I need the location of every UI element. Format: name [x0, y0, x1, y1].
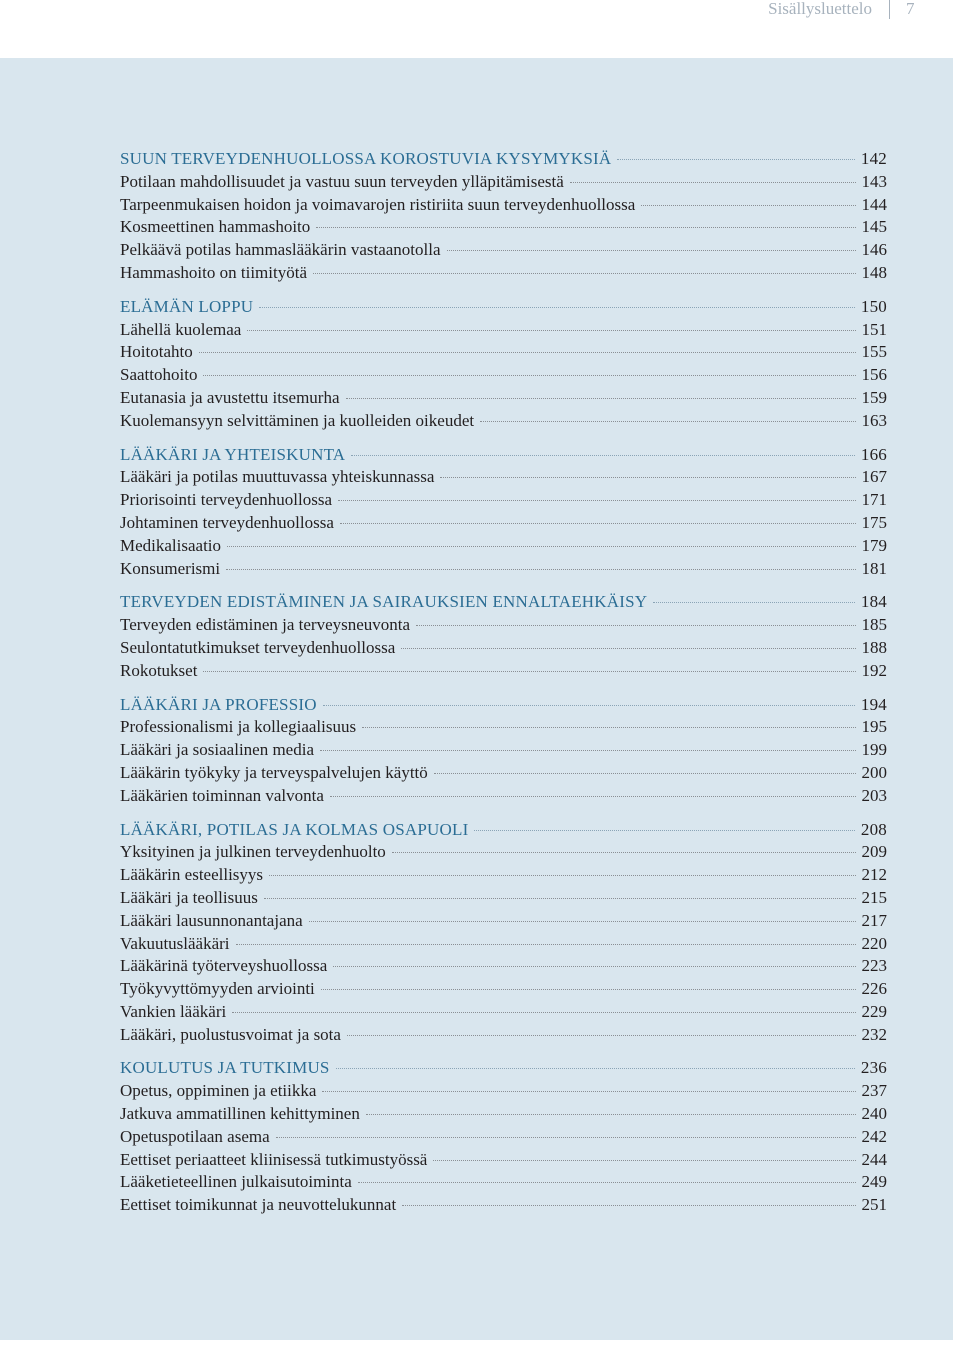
- dot-leader: [402, 1205, 855, 1206]
- dot-leader: [447, 250, 856, 251]
- toc-entry[interactable]: [120, 1194, 887, 1217]
- dot-leader: [320, 750, 856, 751]
- section-title: LÄÄKÄRI, POTILAS JA KOLMAS OSAPUOLI: [120, 819, 469, 839]
- toc-entry[interactable]: [120, 512, 887, 535]
- dot-leader: [203, 671, 855, 672]
- dot-leader: [653, 602, 855, 603]
- dot-leader: [351, 455, 855, 456]
- toc-entry[interactable]: [120, 387, 887, 410]
- section-heading[interactable]: [120, 444, 887, 467]
- page-ref: 223: [861, 956, 887, 976]
- page-ref: 249: [861, 1172, 887, 1192]
- page-ref: 155: [861, 342, 887, 362]
- entry-label: Lääkäri lausunnonantajana: [120, 910, 303, 930]
- entry-label: Yksityinen ja julkinen terveydenhuolto: [120, 842, 386, 862]
- entry-label: Hoitotahto: [120, 342, 193, 362]
- section-title: SUUN TERVEYDENHUOLLOSSA KOROSTUVIA KYSYMYKSIÄ: [120, 149, 612, 168]
- entry-label: Lääkärin esteellisyys: [120, 865, 264, 885]
- entry-label: Opetus, oppiminen ja etiikka: [120, 1081, 317, 1101]
- section-heading[interactable]: [120, 148, 887, 171]
- toc-entry[interactable]: [120, 955, 887, 978]
- dot-leader: [401, 648, 855, 649]
- toc-entry[interactable]: [120, 1126, 887, 1149]
- toc-entry[interactable]: [120, 762, 887, 785]
- toc-entry[interactable]: [120, 239, 887, 262]
- toc-entry[interactable]: [120, 841, 887, 864]
- entry-label: Johtaminen terveydenhuollossa: [120, 512, 334, 532]
- entry-label: Terveyden edistäminen ja terveysneuvonta: [120, 615, 411, 635]
- section-heading[interactable]: [120, 591, 887, 614]
- page-ref: 208: [860, 819, 887, 839]
- page-number: 7: [906, 0, 915, 18]
- toc-entry[interactable]: [120, 194, 887, 217]
- entry-label: Tarpeenmukaisen hoidon ja voimavarojen ristiriita suun terveydenhuollossa: [120, 194, 636, 214]
- running-head: [0, 0, 960, 36]
- toc-entry[interactable]: [120, 1024, 887, 1047]
- entry-label: Jatkuva ammatillinen kehittyminen: [120, 1104, 360, 1124]
- page-ref: 171: [861, 490, 887, 510]
- section-heading[interactable]: [120, 296, 887, 319]
- entry-label: Eutanasia ja avustettu itsemurha: [120, 387, 340, 407]
- dot-leader: [269, 875, 855, 876]
- page-ref: 229: [861, 1001, 887, 1021]
- page-ref: 144: [861, 194, 887, 214]
- toc-section: [120, 1057, 887, 1217]
- page-ref: 166: [860, 444, 887, 464]
- entry-label: Seulontatutkimukset terveydenhuollossa: [120, 637, 396, 657]
- dot-leader: [366, 1114, 856, 1115]
- page-ref: 163: [861, 410, 887, 430]
- dot-leader: [203, 375, 855, 376]
- entry-label: Vakuutuslääkäri: [120, 933, 230, 953]
- entry-label: Lähellä kuolemaa: [120, 319, 242, 339]
- page-ref: 232: [861, 1024, 887, 1044]
- dot-leader: [416, 625, 855, 626]
- dot-leader: [346, 398, 856, 399]
- toc-entry[interactable]: [120, 933, 887, 956]
- entry-label: Kosmeettinen hammashoito: [120, 217, 311, 237]
- dot-leader: [259, 307, 855, 308]
- page-ref: 240: [861, 1104, 887, 1124]
- page-ref: 151: [861, 319, 887, 339]
- dot-leader: [570, 182, 856, 183]
- entry-label: Lääketieteellinen julkaisutoiminta: [120, 1172, 352, 1192]
- page-ref: 145: [861, 217, 887, 237]
- toc-entry[interactable]: [120, 171, 887, 194]
- entry-label: Lääkärin työkyky ja terveyspalvelujen käyttö: [120, 762, 428, 782]
- toc-entry[interactable]: [120, 535, 887, 558]
- toc-section: [120, 694, 887, 808]
- toc-entry[interactable]: [120, 978, 887, 1001]
- entry-label: Lääkäri ja potilas muuttuvassa yhteiskunnassa: [120, 467, 435, 487]
- toc-entry[interactable]: [120, 660, 887, 683]
- entry-label: Saattohoito: [120, 365, 198, 385]
- page-ref: 200: [861, 762, 887, 782]
- toc-entry[interactable]: [120, 319, 887, 342]
- toc-entry[interactable]: [120, 910, 887, 933]
- page-ref: 209: [861, 842, 887, 862]
- toc-entry[interactable]: [120, 739, 887, 762]
- toc-section: [120, 819, 887, 1047]
- table-of-contents: [120, 148, 887, 1228]
- page-ref: 237: [861, 1081, 887, 1101]
- toc-entry[interactable]: [120, 864, 887, 887]
- toc-entry[interactable]: [120, 410, 887, 433]
- toc-entry[interactable]: [120, 262, 887, 285]
- dot-leader: [309, 921, 856, 922]
- entry-label: Eettiset periaatteet kliinisessä tutkimustyössä: [120, 1149, 428, 1169]
- page-ref: 236: [860, 1058, 887, 1078]
- dot-leader: [336, 1068, 855, 1069]
- toc-entry[interactable]: [120, 614, 887, 637]
- toc-entry[interactable]: [120, 341, 887, 364]
- toc-entry[interactable]: [120, 716, 887, 739]
- page-ref: 146: [861, 240, 887, 260]
- page-ref: 251: [861, 1195, 887, 1215]
- toc-entry[interactable]: [120, 1001, 887, 1024]
- page-ref: 217: [861, 910, 887, 930]
- page-ref: 220: [861, 933, 887, 953]
- entry-label: Lääkäri ja sosiaalinen media: [120, 740, 314, 760]
- dot-leader: [247, 330, 855, 331]
- dot-leader: [227, 546, 855, 547]
- entry-label: Eettiset toimikunnat ja neuvottelukunnat: [120, 1195, 397, 1215]
- section-title: ELÄMÄN LOPPU: [120, 296, 254, 316]
- page-ref: 156: [861, 365, 887, 385]
- entry-label: Lääkäri, puolustusvoimat ja sota: [120, 1024, 341, 1044]
- toc-entry[interactable]: [120, 558, 887, 581]
- entry-label: Vankien lääkäri: [120, 1001, 227, 1021]
- dot-leader: [313, 273, 856, 274]
- page-ref: 179: [861, 535, 887, 555]
- page-ref: 184: [860, 592, 887, 612]
- page-ref: 244: [861, 1149, 887, 1169]
- section-title: LÄÄKÄRI JA PROFESSIO: [120, 694, 317, 714]
- page-ref: 159: [861, 387, 887, 407]
- toc-entry[interactable]: [120, 887, 887, 910]
- entry-label: Medikalisaatio: [120, 535, 222, 555]
- section-heading[interactable]: [120, 694, 887, 717]
- section-title: LÄÄKÄRI JA YHTEISKUNTA: [120, 444, 346, 464]
- dot-leader: [333, 966, 855, 967]
- toc-section: [120, 591, 887, 682]
- entry-label: Hammashoito on tiimityötä: [120, 262, 307, 282]
- dot-leader: [358, 1182, 856, 1183]
- toc-entry[interactable]: [120, 489, 887, 512]
- toc-section: [120, 148, 887, 285]
- entry-label: Professionalismi ja kollegiaalisuus: [120, 717, 357, 737]
- page-ref: 212: [861, 865, 887, 885]
- dot-leader: [480, 421, 855, 422]
- entry-label: Lääkärien toiminnan valvonta: [120, 785, 324, 805]
- page-ref: 143: [861, 171, 887, 191]
- entry-label: Lääkäri ja teollisuus: [120, 887, 258, 907]
- section-title: KOULUTUS JA TUTKIMUS: [120, 1058, 330, 1078]
- toc-entry[interactable]: [120, 785, 887, 808]
- dot-leader: [323, 705, 855, 706]
- dot-leader: [322, 1091, 855, 1092]
- dot-leader: [330, 796, 856, 797]
- entry-label: Työkyvyttömyyden arviointi: [120, 979, 315, 999]
- page-ref: 142: [860, 149, 887, 168]
- toc-section: [120, 444, 887, 581]
- dot-leader: [434, 773, 856, 774]
- page-ref: 188: [861, 637, 887, 657]
- toc-entry[interactable]: [120, 1103, 887, 1126]
- dot-leader: [362, 727, 855, 728]
- dot-leader: [340, 523, 856, 524]
- dot-leader: [226, 569, 855, 570]
- dot-leader: [276, 1137, 856, 1138]
- dot-leader: [392, 852, 856, 853]
- page-ref: 195: [861, 717, 887, 737]
- page-ref: 192: [861, 660, 887, 680]
- section-title: TERVEYDEN EDISTÄMINEN JA SAIRAUKSIEN ENNALTAEHKÄISY: [120, 592, 648, 612]
- dot-leader: [199, 352, 856, 353]
- page-ref: 150: [860, 296, 887, 316]
- toc-entry[interactable]: [120, 364, 887, 387]
- entry-label: Kuolemansyyn selvittäminen ja kuolleiden oikeudet: [120, 410, 475, 430]
- dot-leader: [433, 1160, 855, 1161]
- page-ref: 199: [861, 740, 887, 760]
- page-ref: 194: [860, 694, 887, 714]
- page-ref: 203: [861, 785, 887, 805]
- toc-entry[interactable]: [120, 1080, 887, 1103]
- section-heading[interactable]: [120, 1057, 887, 1080]
- dot-leader: [641, 205, 855, 206]
- section-heading[interactable]: [120, 819, 887, 842]
- dot-leader: [316, 227, 855, 228]
- toc-entry[interactable]: [120, 1149, 887, 1172]
- entry-label: Lääkärinä työterveyshuollossa: [120, 956, 328, 976]
- entry-label: Rokotukset: [120, 660, 198, 680]
- dot-leader: [232, 1012, 855, 1013]
- page-ref: 185: [861, 615, 887, 635]
- entry-label: Potilaan mahdollisuudet ja vastuu suun terveyden ylläpitämisestä: [120, 171, 564, 191]
- page-ref: 181: [861, 558, 887, 578]
- dot-leader: [338, 500, 855, 501]
- page-ref: 148: [861, 262, 887, 282]
- page-ref: 175: [861, 512, 887, 532]
- dot-leader: [347, 1035, 856, 1036]
- page-ref: 226: [861, 979, 887, 999]
- entry-label: Pelkäävä potilas hammaslääkärin vastaanotolla: [120, 240, 441, 260]
- toc-entry[interactable]: [120, 637, 887, 660]
- toc-entry[interactable]: [120, 1171, 887, 1194]
- entry-label: Opetuspotilaan asema: [120, 1126, 270, 1146]
- page-ref: 215: [861, 887, 887, 907]
- dot-leader: [617, 159, 855, 160]
- dot-leader: [474, 830, 854, 831]
- dot-leader: [264, 898, 856, 899]
- dot-leader: [236, 944, 856, 945]
- page-ref: 242: [861, 1126, 887, 1146]
- dot-leader: [440, 477, 855, 478]
- toc-entry[interactable]: [120, 216, 887, 239]
- toc-entry[interactable]: [120, 466, 887, 489]
- running-head-divider: [889, 0, 890, 19]
- dot-leader: [321, 989, 856, 990]
- entry-label: Priorisointi terveydenhuollossa: [120, 490, 333, 510]
- page-ref: 167: [861, 467, 887, 487]
- toc-section: [120, 296, 887, 433]
- entry-label: Konsumerismi: [120, 558, 221, 578]
- running-head-title: Sisällysluettelo: [768, 0, 872, 18]
